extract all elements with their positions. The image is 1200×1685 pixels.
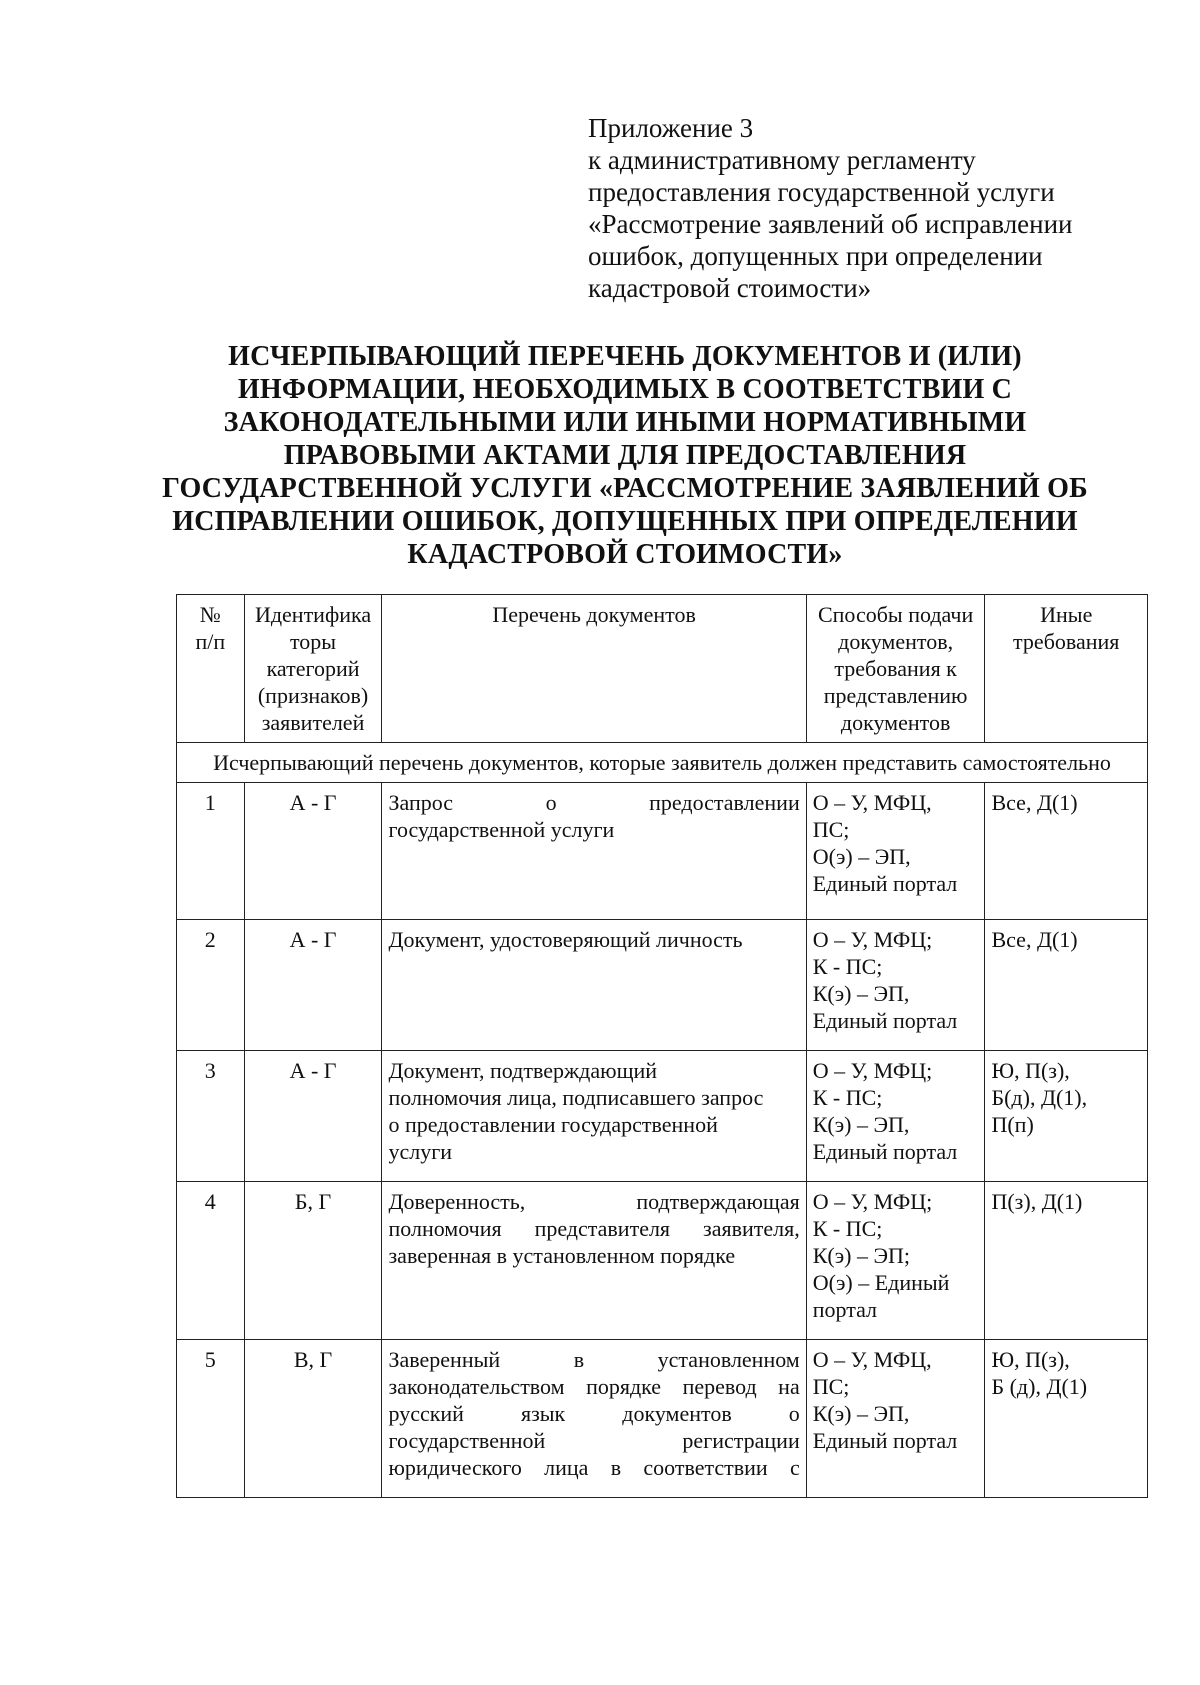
appendix-line: «Рассмотрение заявлений об исправлении: [588, 209, 1073, 239]
document-title: [150, 340, 1100, 571]
title-line: ИСЧЕРПЫВАЮЩИЙ ПЕРЕЧЕНЬ ДОКУМЕНТОВ И (ИЛИ): [228, 341, 1022, 372]
row-document: Заверенный в установленном законодательством порядке перевод на русский язык документов о государственной регистрации юридического лица в соответствии с: [382, 1340, 806, 1498]
row-identifier: А - Г: [244, 1051, 382, 1182]
appendix-line: к административному регламенту: [588, 145, 976, 175]
table-row: [177, 783, 1148, 920]
title-line: ЗАКОНОДАТЕЛЬНЫМИ ИЛИ ИНЫМИ НОРМАТИВНЫМИ: [223, 407, 1027, 438]
row-number: 1: [177, 783, 245, 920]
table-row: [177, 920, 1148, 1051]
appendix-line: предоставления государственной услуги: [588, 177, 1055, 207]
title-line: ПРАВОВЫМИ АКТАМИ ДЛЯ ПРЕДОСТАВЛЕНИЯ: [283, 440, 967, 471]
title-line: ИНФОРМАЦИИ, НЕОБХОДИМЫХ В СООТВЕТСТВИИ С: [237, 374, 1013, 405]
row-other: Все, Д(1): [985, 920, 1148, 1051]
row-identifier: А - Г: [244, 920, 382, 1051]
header-documents: Перечень документов: [382, 595, 806, 743]
row-other: Ю, П(з), Б(д), Д(1), П(п): [985, 1051, 1148, 1182]
row-number: 3: [177, 1051, 245, 1182]
row-methods: О – У, МФЦ, ПС; О(э) – ЭП, Единый портал: [806, 783, 985, 920]
header-num: № п/п: [177, 595, 245, 743]
row-methods: О – У, МФЦ; К - ПС; К(э) – ЭП, Единый портал: [806, 920, 985, 1051]
row-number: 2: [177, 920, 245, 1051]
row-number: 5: [177, 1340, 245, 1498]
header-methods: Способы подачи документов, требования к представлению документов: [806, 595, 985, 743]
row-methods: О – У, МФЦ; К - ПС; К(э) – ЭП, Единый портал: [806, 1051, 985, 1182]
row-other: Все, Д(1): [985, 783, 1148, 920]
row-number: 4: [177, 1182, 245, 1340]
row-other: П(з), Д(1): [985, 1182, 1148, 1340]
header-other: Иные требования: [985, 595, 1148, 743]
header-identifiers: Идентифика торы категорий (признаков) заявителей: [244, 595, 382, 743]
row-document: Документ, удостоверяющий личность: [382, 920, 806, 1051]
appendix-block: [588, 112, 1148, 304]
title-line: ИСПРАВЛЕНИИ ОШИБОК, ДОПУЩЕННЫХ ПРИ ОПРЕДЕЛЕНИИ: [172, 506, 1078, 537]
row-document: Документ, подтверждающий полномочия лица, подписавшего запрос о предоставлении государственной услуги: [382, 1051, 806, 1182]
table-row: [177, 1340, 1148, 1498]
row-document: Доверенность, подтверждающая полномочия представителя заявителя, заверенная в установленном порядке: [382, 1182, 806, 1340]
row-identifier: В, Г: [244, 1340, 382, 1498]
documents-table: [176, 594, 1148, 1498]
section-row: [177, 743, 1148, 783]
table-header-row: [177, 595, 1148, 743]
row-document: Запрос о предоставлении государственной услуги: [382, 783, 806, 920]
title-line: ГОСУДАРСТВЕННОЙ УСЛУГИ «РАССМОТРЕНИЕ ЗАЯВЛЕНИЙ ОБ: [162, 473, 1088, 504]
table-row: [177, 1051, 1148, 1182]
row-methods: О – У, МФЦ, ПС; К(э) – ЭП, Единый портал: [806, 1340, 985, 1498]
row-methods: О – У, МФЦ; К - ПС; К(э) – ЭП; О(э) – Единый портал: [806, 1182, 985, 1340]
appendix-line: ошибок, допущенных при определении: [588, 241, 1043, 271]
row-other: Ю, П(з), Б (д), Д(1): [985, 1340, 1148, 1498]
appendix-line: Приложение 3: [588, 113, 754, 143]
appendix-line: кадастровой стоимости»: [588, 273, 872, 303]
row-identifier: А - Г: [244, 783, 382, 920]
title-line: КАДАСТРОВОЙ СТОИМОСТИ»: [407, 539, 843, 570]
section-heading: Исчерпывающий перечень документов, которые заявитель должен представить самостоятельно: [177, 743, 1148, 783]
row-identifier: Б, Г: [244, 1182, 382, 1340]
table-row: [177, 1182, 1148, 1340]
